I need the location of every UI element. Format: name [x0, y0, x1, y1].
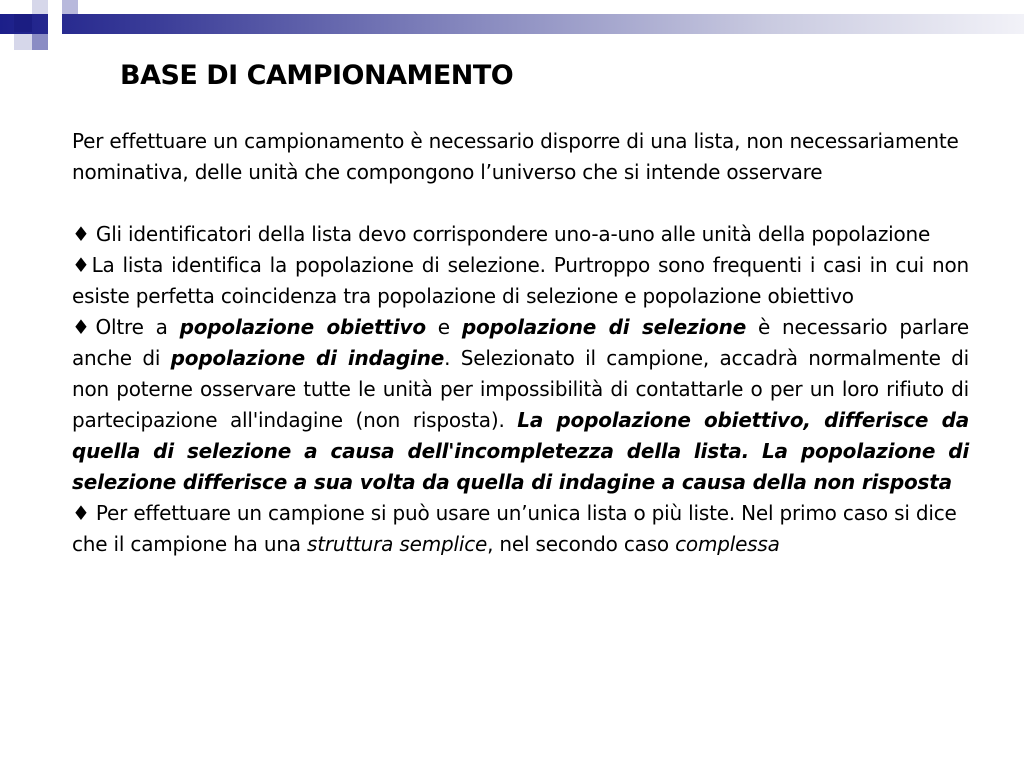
decor-square: [14, 14, 32, 32]
italic-term: complessa: [675, 532, 780, 556]
slide-body: [72, 126, 969, 560]
bullet-text: e: [425, 315, 462, 339]
decor-square: [32, 34, 48, 50]
decor-square: [62, 0, 78, 14]
emphasis-sentence: La popolazione obiettivo, differisce da quella di selezione a causa dell'incompletezza della lista. La popolazione di selezione differisce a sua volta da quella di indagine a causa della non risposta: [72, 408, 969, 494]
bullet-text: Per effettuare un campione si può usare un’unica lista o più liste. Nel primo caso si dice che il campione ha una: [72, 501, 957, 556]
bullet-text: . Selezionato il campione, accadrà normalmente di non poterne osservare tutte le unità per impossibilità di contattarle o per un loro rifiuto di partecipazione all'indagine (non risposta).: [72, 346, 970, 432]
bullet-text: La lista identifica la popolazione di selezione. Purtroppo sono frequenti i casi in cui non esiste perfetta coincidenza tra popolazione di selezione e popolazione obiettivo: [72, 253, 970, 308]
diamond-bullet-icon: ♦: [72, 501, 90, 525]
bullet-text: Gli identificatori della lista devo corrispondere uno-a-uno alle unità della popolazione: [89, 222, 931, 246]
bullet-paragraph-popolazioni: [72, 312, 969, 498]
diamond-bullet-icon: ♦: [72, 315, 96, 339]
slide-title: BASE DI CAMPIONAMENTO: [120, 60, 514, 91]
bullet-text: Oltre a: [95, 315, 180, 339]
header-gradient-band: [0, 14, 1024, 34]
emphasis-term: popolazione obiettivo: [179, 315, 426, 339]
intro-paragraph: Per effettuare un campionamento è necessario disporre di una lista, non necessariamente nominativa, delle unità che compongono l’universo che si intende osservare: [72, 129, 959, 184]
emphasis-term: popolazione di indagine: [170, 346, 445, 370]
bullet-text: è necessario parlare anche di: [72, 315, 969, 370]
bullet-paragraph-lista: [72, 250, 969, 312]
bullet-paragraph-identificatori: [72, 219, 969, 250]
decor-square: [48, 14, 62, 34]
decor-square: [32, 0, 48, 14]
blank-line: [72, 188, 969, 219]
bullet-paragraph-struttura: [72, 498, 969, 560]
diamond-bullet-icon: ♦: [72, 253, 92, 277]
italic-term: struttura semplice: [307, 532, 488, 556]
diamond-bullet-icon: ♦: [72, 222, 90, 246]
bullet-text: , nel secondo caso: [487, 532, 676, 556]
decor-square: [14, 34, 32, 50]
emphasis-term: popolazione di selezione: [461, 315, 747, 339]
